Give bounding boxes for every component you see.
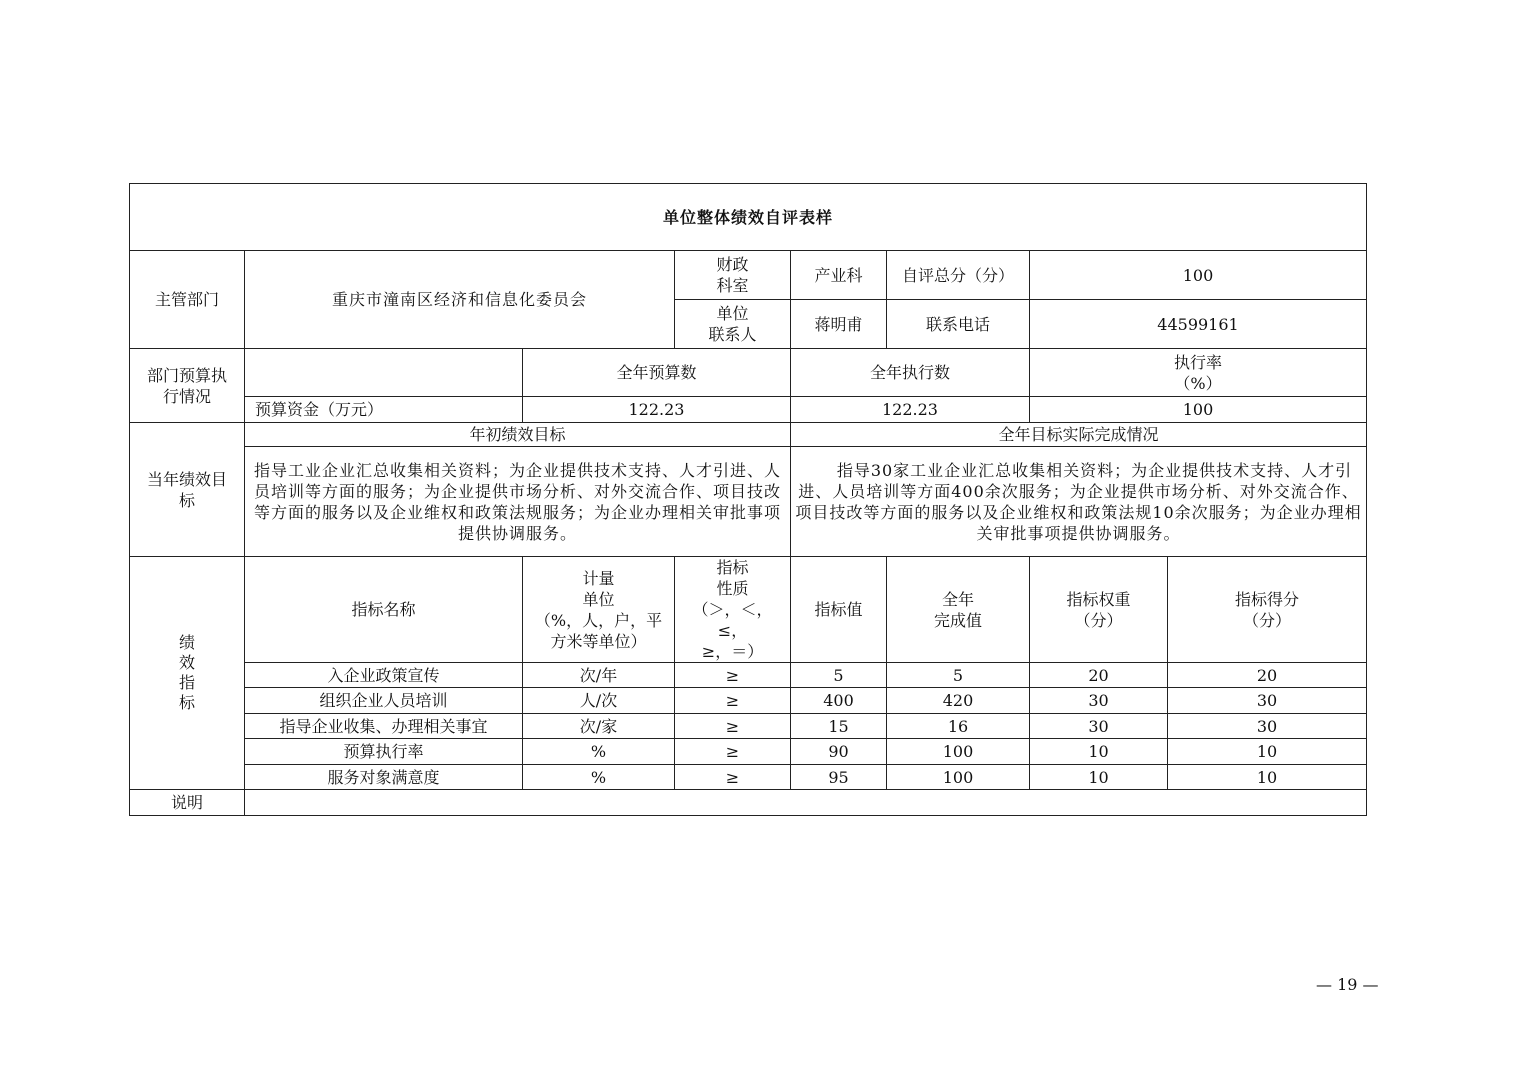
indicator-unit-header: 计量 单位 （%，人，户，平 方米等单位） (523, 557, 675, 663)
goals-text-row (130, 447, 1367, 557)
indicator-value: 90 (791, 739, 887, 765)
indicator-actual: 420 (887, 688, 1030, 714)
indicator-unit: 次/家 (523, 714, 675, 739)
indicator-score: 20 (1168, 663, 1367, 688)
table-row (130, 714, 1367, 739)
budget-value-row (130, 397, 1367, 423)
goals-header-row (130, 423, 1367, 447)
note-value (245, 790, 1367, 816)
indicator-actual: 16 (887, 714, 1030, 739)
indicator-weight: 30 (1030, 688, 1168, 714)
dept-label: 主管部门 (130, 251, 245, 349)
goals-actual-text: 指导30家工业企业汇总收集相关资料；为企业提供技术支持、人才引进、人员培训等方面400余次服务；为企业提供市场分析、对外交流合作、项目技改等方面的服务以及企业维权和政策法规10余次服务；为企业办理相关审批事项提供协调服务。 (791, 447, 1367, 557)
budget-header-row (130, 349, 1367, 397)
indicator-label: 绩 效 指 标 (130, 557, 245, 790)
finance-value: 产业科 (791, 251, 887, 300)
score-value: 100 (1030, 251, 1367, 300)
budget-annual-header: 全年预算数 (523, 349, 791, 397)
indicator-weight-header: 指标权重 （分） (1030, 557, 1168, 663)
indicator-header-row (130, 557, 1367, 663)
indicator-actual: 100 (887, 739, 1030, 765)
indicator-name: 组织企业人员培训 (245, 688, 523, 714)
indicator-value-header: 指标值 (791, 557, 887, 663)
budget-exec-value: 122.23 (791, 397, 1030, 423)
indicator-nature: ≥ (675, 688, 791, 714)
indicator-value: 95 (791, 765, 887, 790)
indicator-name: 服务对象满意度 (245, 765, 523, 790)
title-row (130, 184, 1367, 251)
indicator-value: 15 (791, 714, 887, 739)
indicator-nature: ≥ (675, 663, 791, 688)
budget-blank (245, 349, 523, 397)
note-label: 说明 (130, 790, 245, 816)
goals-initial-text: 指导工业企业汇总收集相关资料；为企业提供技术支持、人才引进、人员培训等方面的服务；为企业提供市场分析、对外交流合作、项目技改等方面的服务以及企业维权和政策法规服务；为企业办理相关审批事项提供协调服务。 (245, 447, 791, 557)
budget-annual-value: 122.23 (523, 397, 791, 423)
indicator-weight: 10 (1030, 765, 1168, 790)
indicator-value: 400 (791, 688, 887, 714)
indicator-unit: % (523, 739, 675, 765)
indicator-name: 预算执行率 (245, 739, 523, 765)
contact-value: 蒋明甫 (791, 300, 887, 349)
indicator-unit: 人/次 (523, 688, 675, 714)
indicator-unit: 次/年 (523, 663, 675, 688)
phone-label: 联系电话 (887, 300, 1030, 349)
header-row-1 (130, 251, 1367, 300)
performance-table (129, 183, 1367, 816)
indicator-nature-header: 指标 性质 （＞，＜，≤， ≥，＝） (675, 557, 791, 663)
note-row (130, 790, 1367, 816)
indicator-actual: 100 (887, 765, 1030, 790)
table-row (130, 663, 1367, 688)
table-row (130, 765, 1367, 790)
indicator-nature: ≥ (675, 739, 791, 765)
table-row (130, 739, 1367, 765)
indicator-unit: % (523, 765, 675, 790)
budget-row-label: 预算资金（万元） (245, 397, 523, 423)
indicator-nature: ≥ (675, 765, 791, 790)
indicator-score-header: 指标得分 （分） (1168, 557, 1367, 663)
finance-label: 财政 科室 (675, 251, 791, 300)
indicator-name-header: 指标名称 (245, 557, 523, 663)
budget-rate-header: 执行率 （%） (1030, 349, 1367, 397)
indicator-score: 30 (1168, 688, 1367, 714)
budget-label: 部门预算执 行情况 (130, 349, 245, 423)
page-number: — 19 — (1316, 975, 1379, 994)
indicator-weight: 10 (1030, 739, 1168, 765)
budget-rate-value: 100 (1030, 397, 1367, 423)
indicator-nature: ≥ (675, 714, 791, 739)
indicator-weight: 30 (1030, 714, 1168, 739)
indicator-value: 5 (791, 663, 887, 688)
table-row (130, 688, 1367, 714)
dept-value: 重庆市潼南区经济和信息化委员会 (245, 251, 675, 349)
indicator-name: 入企业政策宣传 (245, 663, 523, 688)
goals-initial-header: 年初绩效目标 (245, 423, 791, 447)
indicator-name: 指导企业收集、办理相关事宜 (245, 714, 523, 739)
contact-label: 单位 联系人 (675, 300, 791, 349)
indicator-score: 10 (1168, 739, 1367, 765)
budget-exec-header: 全年执行数 (791, 349, 1030, 397)
indicator-actual-header: 全年 完成值 (887, 557, 1030, 663)
score-label: 自评总分（分） (887, 251, 1030, 300)
indicator-score: 30 (1168, 714, 1367, 739)
indicator-actual: 5 (887, 663, 1030, 688)
page-title: 单位整体绩效自评表样 (130, 184, 1367, 251)
indicator-score: 10 (1168, 765, 1367, 790)
phone-value: 44599161 (1030, 300, 1367, 349)
goals-actual-header: 全年目标实际完成情况 (791, 423, 1367, 447)
indicator-weight: 20 (1030, 663, 1168, 688)
goals-label: 当年绩效目 标 (130, 423, 245, 557)
